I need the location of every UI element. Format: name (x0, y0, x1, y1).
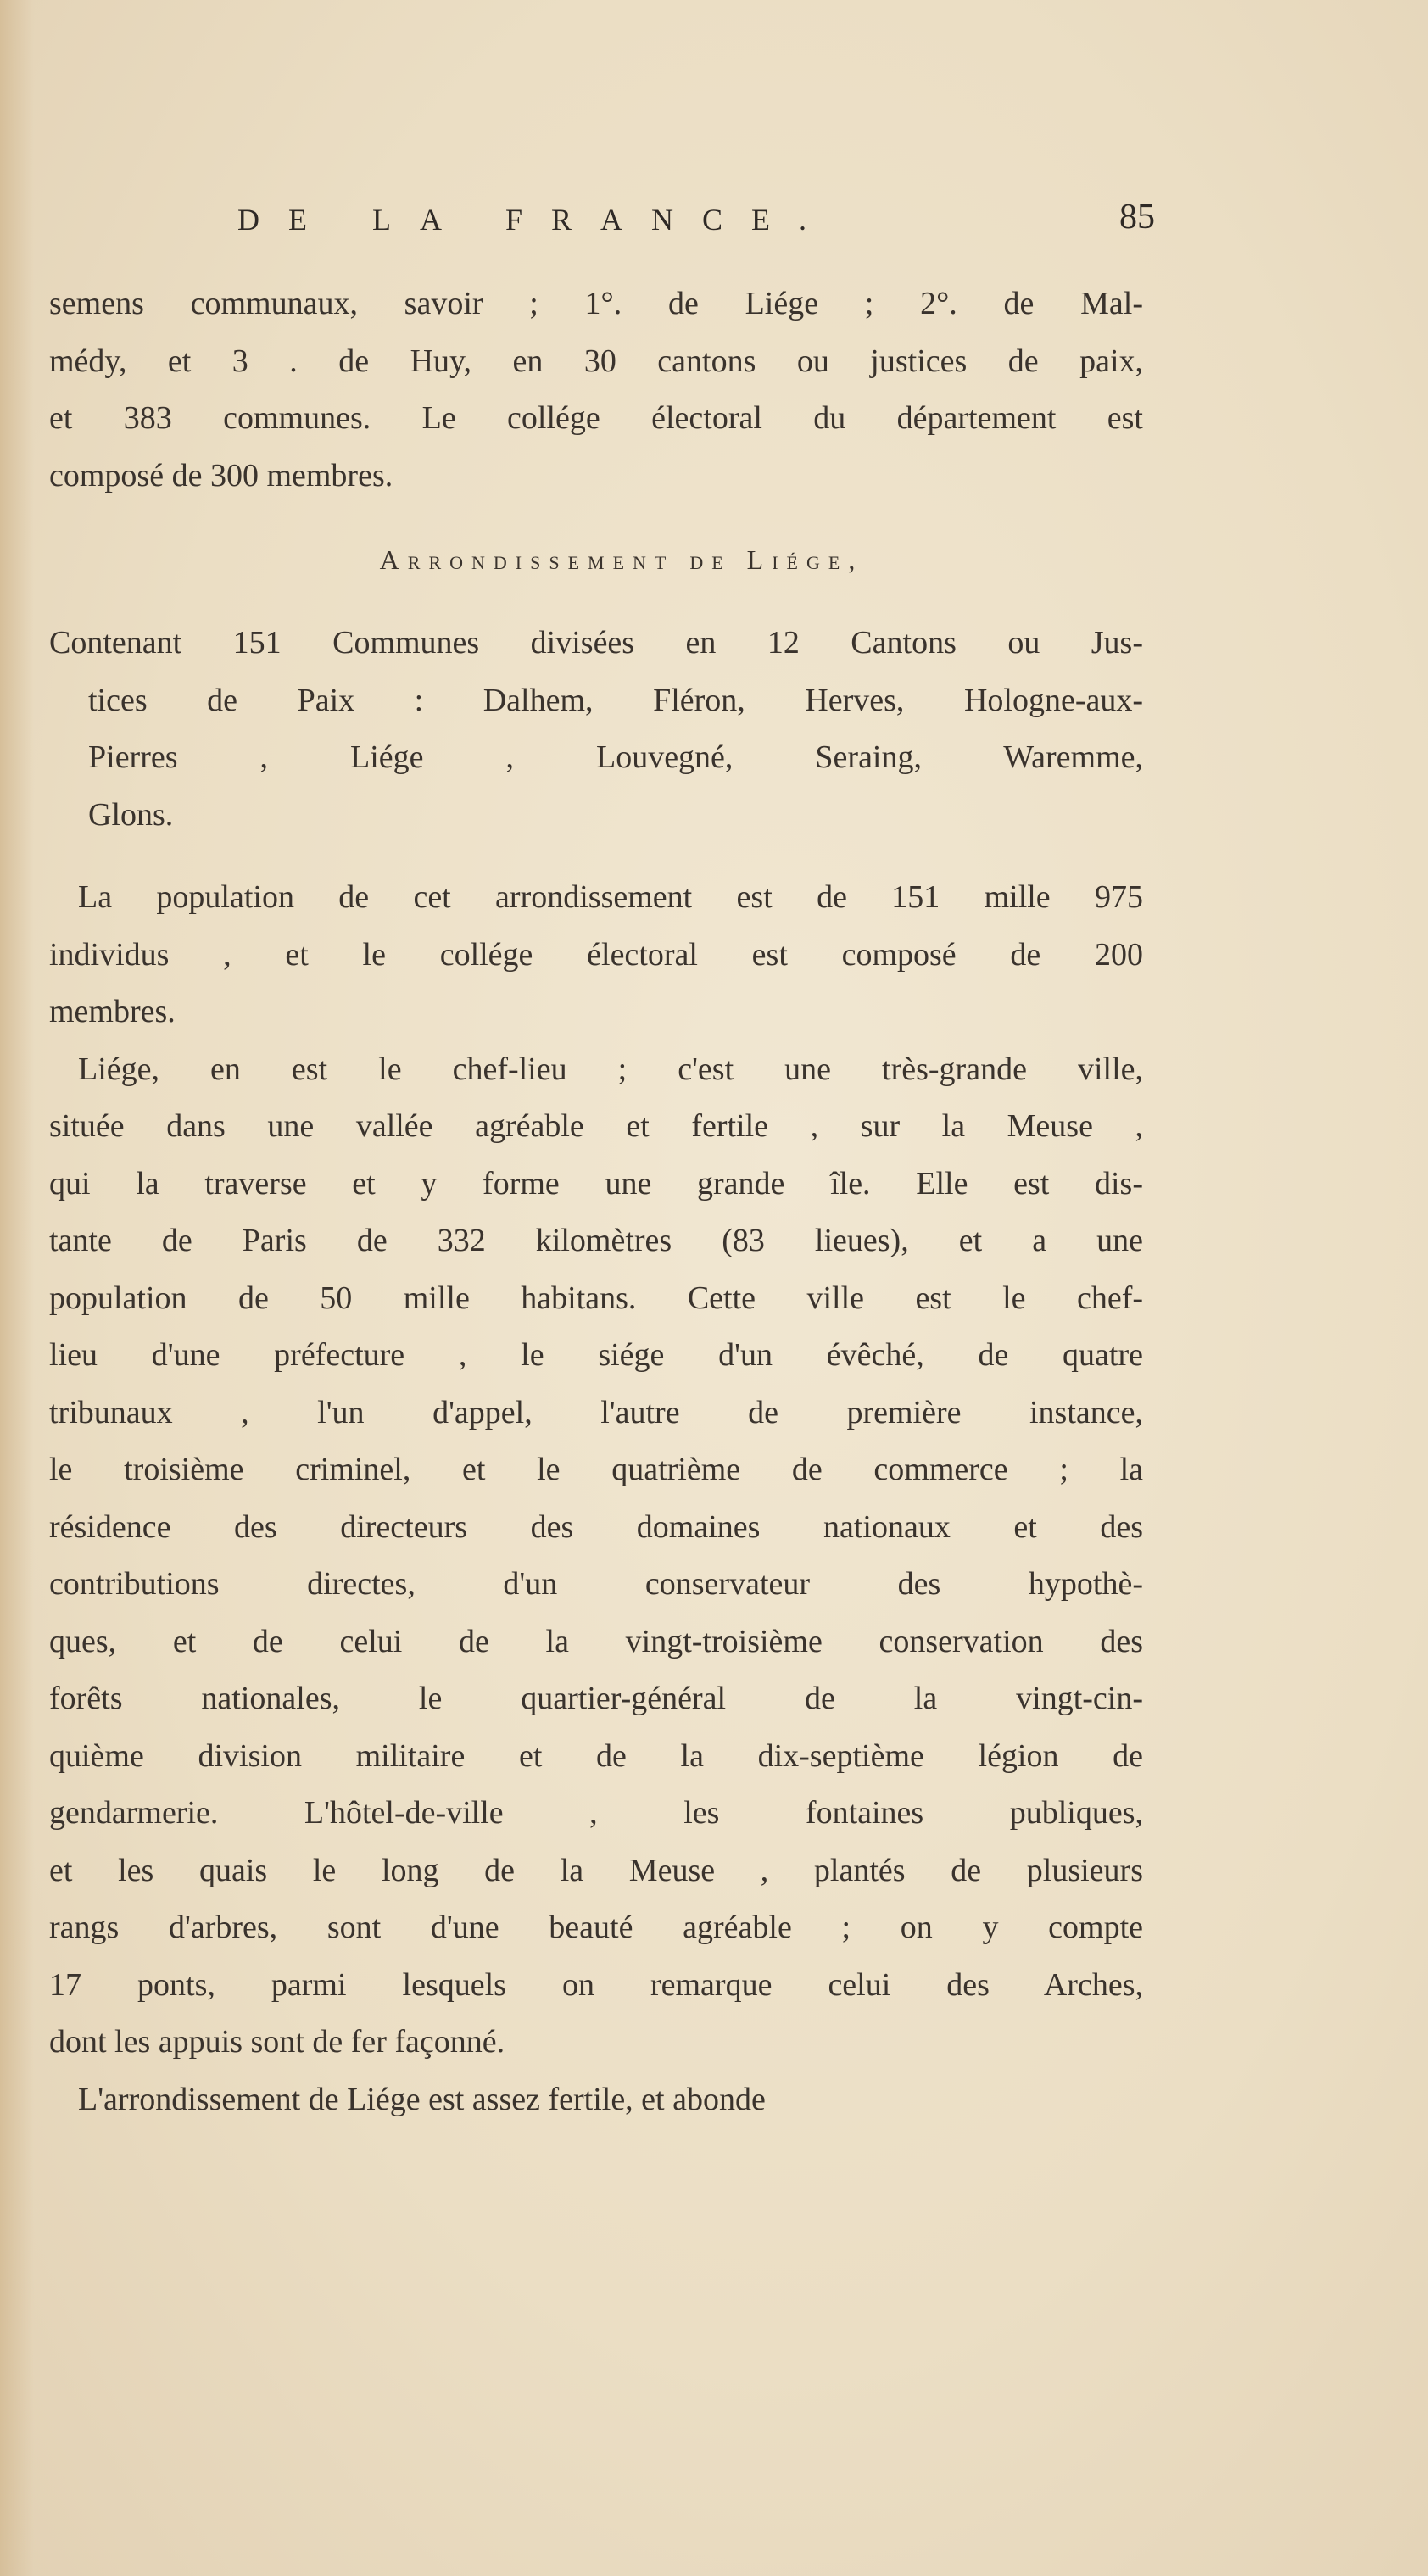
running-head (0, 198, 1428, 253)
text-line: rangs d'arbres, sont d'une beauté agréable ; on y compte (49, 1910, 1143, 1945)
text-line: et 383 communes. Le collége électoral du département est (49, 400, 1143, 436)
text-line: composé de 300 membres. (49, 457, 393, 493)
text-line: individus , et le collége électoral est composé de 200 (49, 936, 1143, 973)
text-line: tante de Paris de 332 kilomètres (83 lieues), et a une (49, 1223, 1143, 1258)
text-line: Liége, en est le chef-lieu ; c'est une très-grande ville, (78, 1051, 1143, 1087)
text-line: L'arrondissement de Liége est assez fertile, et abonde (78, 2081, 766, 2117)
text-line: Glons. (88, 796, 174, 833)
text-line: qui la traverse et y forme une grande île. Elle est dis- (49, 1165, 1143, 1202)
text-line: gendarmerie. L'hôtel-de-ville , les fontaines publiques, (49, 1795, 1143, 1831)
text-line: et les quais le long de la Meuse , plantés de plusieurs (49, 1852, 1143, 1888)
text-line: lieu d'une préfecture , le siége d'un évêché, de quatre (49, 1337, 1143, 1373)
text-line: ques, et de celui de la vingt-troisième conservation des (49, 1623, 1143, 1659)
page-number: 85 (1119, 198, 1155, 237)
section-heading: Arrondissement de Liége, (379, 544, 864, 575)
text-line: 17 ponts, parmi lesquels on remarque celui des Arches, (49, 1966, 1143, 2003)
text-line: tribunaux , l'un d'appel, l'autre de première instance, (49, 1394, 1143, 1430)
text-line: médy, et 3 . de Huy, en 30 cantons ou justices de paix, (49, 343, 1143, 379)
text-line: semens communaux, savoir ; 1°. de Liége ; 2°. de Mal- (49, 286, 1143, 321)
running-title: DE LA FRANCE. (237, 203, 836, 237)
text-line: Pierres , Liége , Louvegné, Seraing, Waremme, (88, 739, 1143, 775)
text-line: le troisième criminel, et le quatrième de commerce ; la (49, 1452, 1143, 1487)
text-line: La population de cet arrondissement est de 151 mille 975 (78, 879, 1143, 915)
body-text (49, 276, 1143, 2128)
page-edge-shadow (0, 0, 34, 2576)
text-line: membres. (49, 994, 176, 1029)
text-line: située dans une vallée agréable et fertile , sur la Meuse , (49, 1108, 1143, 1144)
text-line: quième division militaire et de la dix-septième légion de (49, 1737, 1143, 1774)
text-line: population de 50 mille habitans. Cette ville est le chef- (49, 1280, 1143, 1316)
text-line: contributions directes, d'un conservateur des hypothè- (49, 1566, 1143, 1602)
text-line: Contenant 151 Communes divisées en 12 Cantons ou Jus- (49, 625, 1143, 661)
text-line: tices de Paix : Dalhem, Fléron, Herves, Hologne-aux- (88, 682, 1143, 718)
text-line: forêts nationales, le quartier-général de la vingt-cin- (49, 1681, 1143, 1716)
text-line: résidence des directeurs des domaines nationaux et des (49, 1508, 1143, 1545)
text-line: dont les appuis sont de fer façonné. (49, 2024, 505, 2060)
